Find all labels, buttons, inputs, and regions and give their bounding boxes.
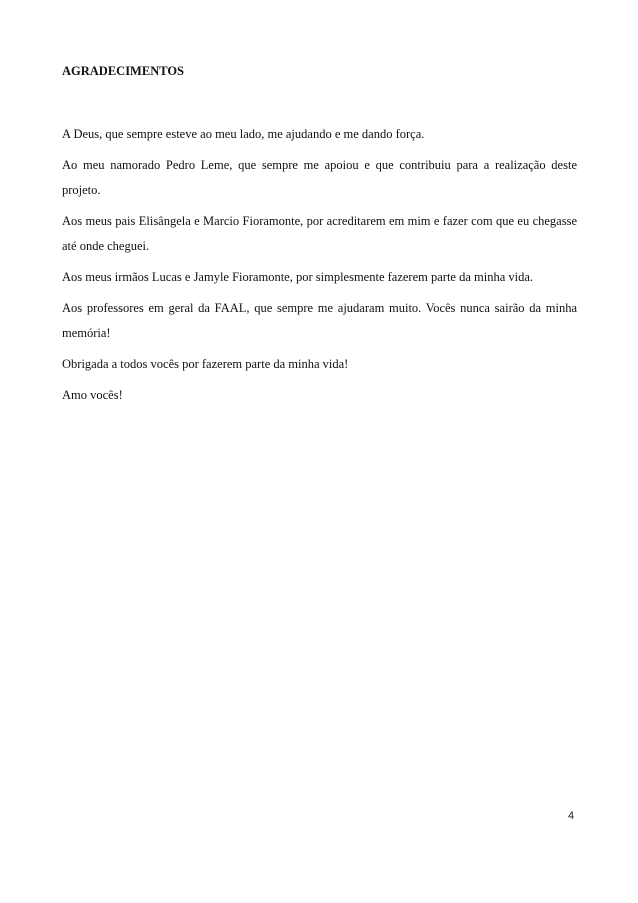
paragraph: Aos professores em geral da FAAL, que sempre me ajudaram muito. Vocês nunca sairão da minha memória! bbox=[62, 301, 577, 340]
paragraph: Ao meu namorado Pedro Leme, que sempre me apoiou e que contribuiu para a realização deste projeto. bbox=[62, 158, 577, 197]
paragraph: A Deus, que sempre esteve ao meu lado, me ajudando e me dando força. bbox=[62, 127, 425, 141]
paragraph: Amo vocês! bbox=[62, 388, 123, 402]
page-number: 4 bbox=[568, 810, 575, 822]
acknowledgements-body bbox=[62, 122, 577, 414]
paragraph: Obrigada a todos vocês por fazerem parte da minha vida! bbox=[62, 357, 349, 371]
page-title: AGRADECIMENTOS bbox=[62, 64, 185, 78]
paragraph: Aos meus irmãos Lucas e Jamyle Fioramonte, por simplesmente fazerem parte da minha vida. bbox=[62, 270, 534, 284]
paragraph: Aos meus pais Elisângela e Marcio Fioramonte, por acreditarem em mim e fazer com que eu chegasse até onde cheguei. bbox=[62, 214, 577, 253]
